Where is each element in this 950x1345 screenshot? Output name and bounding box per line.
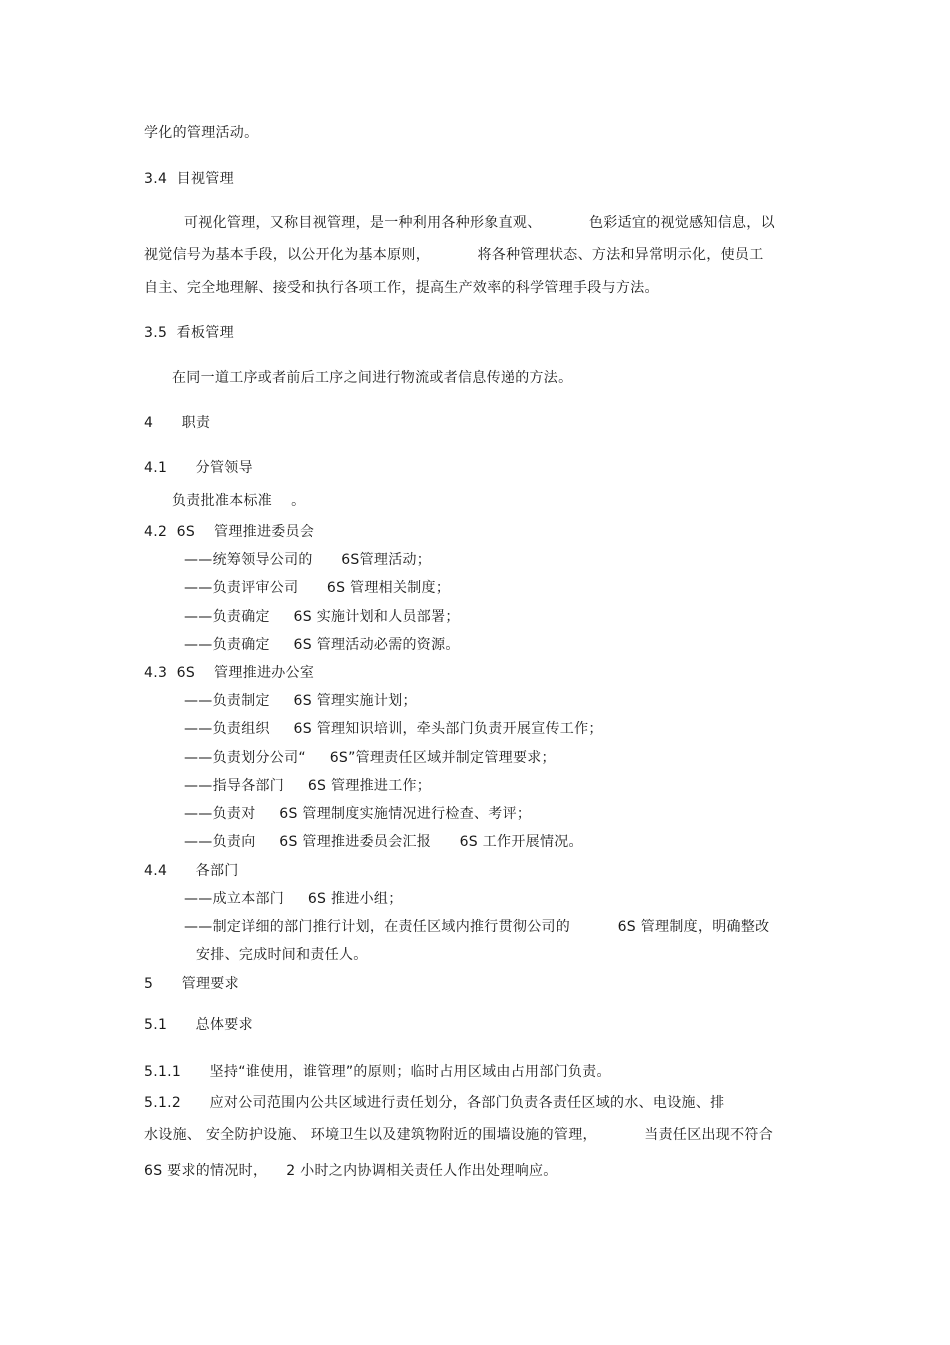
list-item: ——成立本部门 6S 推进小组； (184, 891, 403, 907)
paragraph-line: 视觉信号为基本手段，以公开化为基本原则， 将各种管理状态、方法和异常明示化，使员工 (144, 247, 764, 263)
text-line: 学化的管理活动。 (144, 125, 259, 141)
paragraph-line: 水设施、 安全防护设施、 环境卫生以及建筑物附近的围墙设施的管理， 当责任区出现不符合 (144, 1127, 773, 1143)
section-heading-4-2: 4.2 6S 管理推进委员会 (144, 524, 315, 540)
section-heading-3-5: 3.5 看板管理 (144, 325, 234, 341)
list-item: ——负责制定 6S 管理实施计划； (184, 693, 417, 709)
section-heading-4: 4 职责 (144, 415, 211, 431)
paragraph-line: 6S 要求的情况时， 2 小时之内协调相关责任人作出处理响应。 (144, 1163, 558, 1179)
list-item: ——负责确定 6S 管理活动必需的资源。 (184, 637, 460, 653)
section-heading-4-4: 4.4 各部门 (144, 863, 239, 879)
section-heading-4-1: 4.1 分管领导 (144, 460, 253, 476)
section-heading-4-3: 4.3 6S 管理推进办公室 (144, 665, 315, 681)
list-item: ——负责对 6S 管理制度实施情况进行检查、考评； (184, 806, 532, 822)
paragraph-line: 在同一道工序或者前后工序之间进行物流或者信息传递的方法。 (172, 370, 573, 386)
paragraph-line: 负责批准本标准 。 (172, 493, 306, 509)
list-item-continuation: 安排、完成时间和责任人。 (196, 947, 368, 963)
paragraph-line: 自主、完全地理解、接受和执行各项工作，提高生产效率的科学管理手段与方法。 (144, 280, 659, 296)
section-heading-5: 5 管理要求 (144, 976, 239, 992)
paragraph-line: 可视化管理，又称目视管理，是一种利用各种形象直观、 色彩适宜的视觉感知信息，以 (184, 215, 775, 231)
list-item: ——负责组织 6S 管理知识培训，牵头部门负责开展宣传工作； (184, 721, 603, 737)
list-item: ——指导各部门 6S 管理推进工作； (184, 778, 432, 794)
section-heading-5-1: 5.1 总体要求 (144, 1017, 253, 1033)
list-item: ——负责划分公司“ 6S”管理责任区域并制定管理要求； (184, 750, 556, 766)
list-item: ——统筹领导公司的 6S管理活动； (184, 552, 432, 568)
list-item: ——负责评审公司 6S 管理相关制度； (184, 580, 451, 596)
list-item: ——制定详细的部门推行计划，在责任区域内推行贯彻公司的 6S 管理制度，明确整改 (184, 919, 770, 935)
list-item: ——负责向 6S 管理推进委员会汇报 6S 工作开展情况。 (184, 834, 583, 850)
list-item: ——负责确定 6S 实施计划和人员部署； (184, 609, 460, 625)
clause-5-1-1: 5.1.1 坚持“谁使用，谁管理”的原则；临时占用区域由占用部门负责。 (144, 1064, 611, 1080)
clause-5-1-2: 5.1.2 应对公司范围内公共区域进行责任划分，各部门负责各责任区域的水、电设施、排 (144, 1095, 725, 1111)
section-heading-3-4: 3.4 目视管理 (144, 171, 234, 187)
